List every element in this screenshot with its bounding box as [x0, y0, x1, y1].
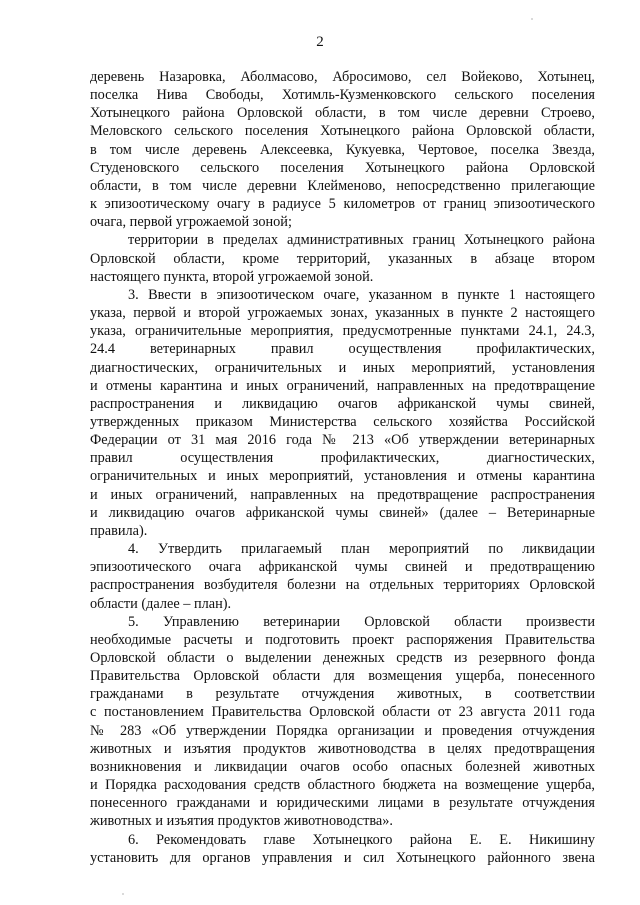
page-number: 2 — [316, 34, 324, 50]
text-line: необходимые расчеты и подготовить проект распоряжения Правительства — [90, 631, 595, 648]
text-line: 5. Управлению ветеринарии Орловской области произвести — [128, 613, 595, 630]
document-body — [90, 68, 595, 867]
text-line: № 283 «Об утверждении Порядка организации и проведения отчуждения — [90, 722, 595, 739]
text-line: и ликвидацию очагов африканской чумы свиней» (далее – Ветеринарные — [90, 504, 595, 521]
text-line: распространения возбудителя болезни на отдельных территориях Орловской — [90, 577, 595, 594]
text-line: утвержденных приказом Министерства сельского хозяйства Российской — [90, 413, 595, 430]
text-line: и Порядка расходования средств областного бюджета на возмещение ущерба, — [90, 777, 595, 794]
text-line: Хотынецкого района Орловской области, в том числе деревни Строево, — [90, 105, 595, 122]
text-line: 6. Рекомендовать главе Хотынецкого района Е. Е. Никишину — [128, 831, 595, 848]
text-line: правила). — [90, 522, 148, 539]
scan-speck — [122, 893, 124, 895]
text-line: Орловской области, кроме территорий, указанных в абзаце втором — [90, 250, 595, 267]
text-line: ограничительных и иных мероприятий, установления и отмены карантина — [90, 468, 595, 485]
text-line: Орловской области о выделении денежных средств из резервного фонда — [90, 650, 595, 666]
text-line: эпизоотического очага африканской чумы свиней и предотвращению — [90, 559, 595, 576]
text-line: животных и изъятия продуктов животноводства в целях предотвращения — [90, 740, 595, 757]
text-line: 24.4 ветеринарных правил осуществления профилактических, — [90, 341, 595, 358]
text-line: поселка Нива Свободы, Хотимль-Кузменковского сельского поселения — [90, 87, 595, 104]
text-line: указа, первой и второй угрожаемых зонах, указанных в пункте 2 настоящего — [90, 305, 595, 322]
text-line: животных и изъятия продуктов животноводства». — [90, 813, 393, 830]
text-line: настоящего пункта, второй угрожаемой зоной. — [90, 268, 374, 285]
text-line: Студеновского сельского поселения Хотынецкого района Орловской — [90, 159, 595, 176]
text-line: понесенного гражданами и юридическими лицами в результате отчуждения — [90, 795, 595, 812]
text-line: 4. Утвердить прилагаемый план мероприятий по ликвидации — [128, 541, 595, 558]
text-line: деревень Назаровка, Аболмасово, Абросимово, сел Войеково, Хотынец, — [90, 69, 595, 85]
text-line: с постановлением Правительства Орловской области от 23 августа 2011 года — [90, 704, 595, 721]
text-line: территории в пределах административных границ Хотынецкого района — [128, 232, 595, 249]
text-line: в том числе деревень Алексеевка, Кукуевка, Чертовое, поселка Звезда, — [90, 141, 595, 158]
text-line: Меловского сельского поселения Хотынецкого района Орловской области, — [90, 123, 595, 140]
text-line: Федерации от 31 мая 2016 года № 213 «Об утверждении ветеринарных — [90, 432, 595, 449]
text-line: установить для органов управления и сил Хотынецкого районного звена — [90, 849, 595, 866]
text-line: и иных ограничений, направленных на предотвращение распространения — [90, 486, 595, 503]
text-line: возникновения и ликвидации очагов особо опасных болезней животных — [90, 758, 595, 775]
text-line: к эпизоотическому очагу в радиусе 5 километров от границ эпизоотического — [90, 196, 595, 213]
text-line: 3. Ввести в эпизоотическом очаге, указанном в пункте 1 настоящего — [128, 286, 595, 303]
text-line: очага, первой угрожаемой зоной; — [90, 214, 292, 231]
text-line: области (далее – план). — [90, 595, 232, 612]
text-line: указа, ограничительные мероприятия, предусмотренные пунктами 24.1, 24.3, — [90, 323, 595, 340]
text-line: правил осуществления профилактических, диагностических, — [90, 450, 595, 467]
text-line: гражданами в результате отчуждения животных, в соответствии — [90, 686, 595, 703]
text-line: области, в том числе деревни Клейменово, непосредственно прилегающие — [90, 177, 595, 194]
scan-speck — [531, 18, 533, 20]
text-line: Правительства Орловской области для возмещения ущерба, понесенного — [90, 668, 595, 685]
text-line: и отмены карантина и иных ограничений, направленных на предотвращение — [90, 377, 595, 394]
text-line: диагностических, ограничительных и иных мероприятий, установления — [90, 359, 595, 376]
text-line: распространения и ликвидацию очагов африканской чумы свиней, — [90, 395, 595, 412]
